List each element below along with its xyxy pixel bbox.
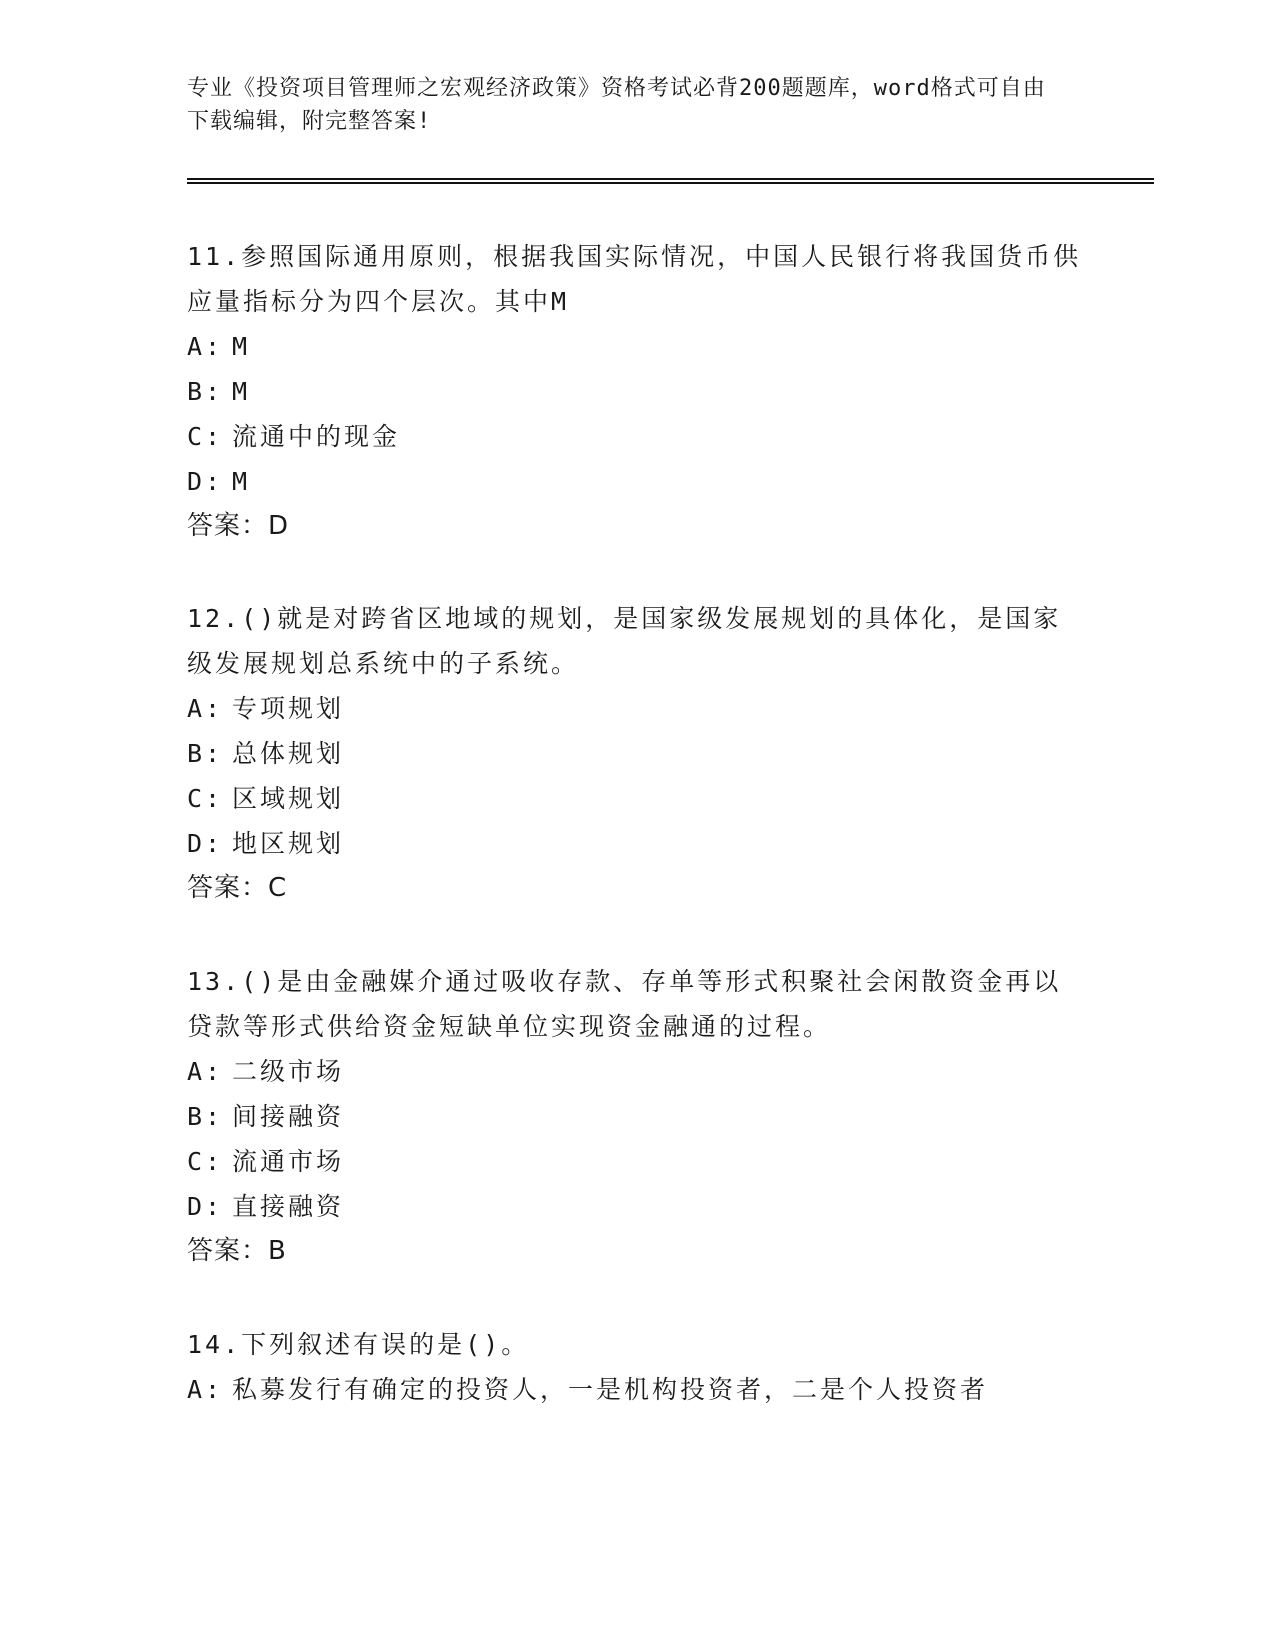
option-a [187, 1049, 1087, 1094]
option-text: 流通中的现金 [232, 422, 401, 451]
option-text: 专项规划 [232, 694, 345, 723]
option-text: M [232, 377, 251, 406]
option-key: C: [187, 784, 224, 813]
option-key: A: [187, 1375, 224, 1404]
option-b [187, 369, 1087, 414]
option-key: D: [187, 829, 224, 858]
option-text: 流通市场 [232, 1147, 345, 1176]
option-text: 总体规划 [232, 739, 345, 768]
option-a [187, 1367, 1087, 1412]
question-14 [187, 1322, 1087, 1412]
answer-line: 答案：D [187, 511, 290, 541]
question-12 [187, 596, 1087, 911]
option-text: 区域规划 [232, 784, 345, 813]
option-key: A: [187, 332, 224, 361]
option-text: 二级市场 [232, 1057, 345, 1086]
option-key: B: [187, 377, 224, 406]
option-a [187, 324, 1087, 369]
option-d [187, 459, 1087, 504]
option-d [187, 1184, 1087, 1229]
question-13 [187, 959, 1087, 1274]
option-text: 直接融资 [232, 1192, 345, 1221]
option-key: C: [187, 1147, 224, 1176]
header-double-rule [187, 178, 1154, 184]
question-stem: 11.参照国际通用原则，根据我国实际情况，中国人民银行将我国货币供应量指标分为四个层次。其中M [187, 242, 1082, 316]
option-key: A: [187, 1057, 224, 1086]
answer-line: 答案：C [187, 873, 288, 903]
option-text: M [232, 467, 251, 496]
option-b [187, 731, 1087, 776]
option-a [187, 686, 1087, 731]
option-c [187, 414, 1087, 459]
document-header: 专业《投资项目管理师之宏观经济政策》资格考试必背200题题库，word格式可自由下载编辑，附完整答案! [187, 76, 1046, 134]
option-text: 间接融资 [232, 1102, 345, 1131]
option-text: 地区规划 [232, 829, 345, 858]
option-text: M [232, 332, 251, 361]
option-key: D: [187, 1192, 224, 1221]
option-key: C: [187, 422, 224, 451]
option-key: B: [187, 1102, 224, 1131]
option-text: 私募发行有确定的投资人，一是机构投资者，二是个人投资者 [232, 1375, 989, 1404]
question-stem: 12.()就是对跨省区地域的规划，是国家级发展规划的具体化，是国家级发展规划总系统中的子系统。 [187, 604, 1062, 678]
question-stem: 13.()是由金融媒介通过吸收存款、存单等形式积聚社会闲散资金再以贷款等形式供给资金短缺单位实现资金融通的过程。 [187, 967, 1062, 1041]
option-key: D: [187, 467, 224, 496]
option-key: A: [187, 694, 224, 723]
option-c [187, 1139, 1087, 1184]
option-key: B: [187, 739, 224, 768]
answer-line: 答案：B [187, 1236, 287, 1266]
question-stem: 14.下列叙述有误的是()。 [187, 1330, 530, 1359]
question-11 [187, 234, 1087, 549]
option-b [187, 1094, 1087, 1139]
option-c [187, 776, 1087, 821]
option-d [187, 821, 1087, 866]
